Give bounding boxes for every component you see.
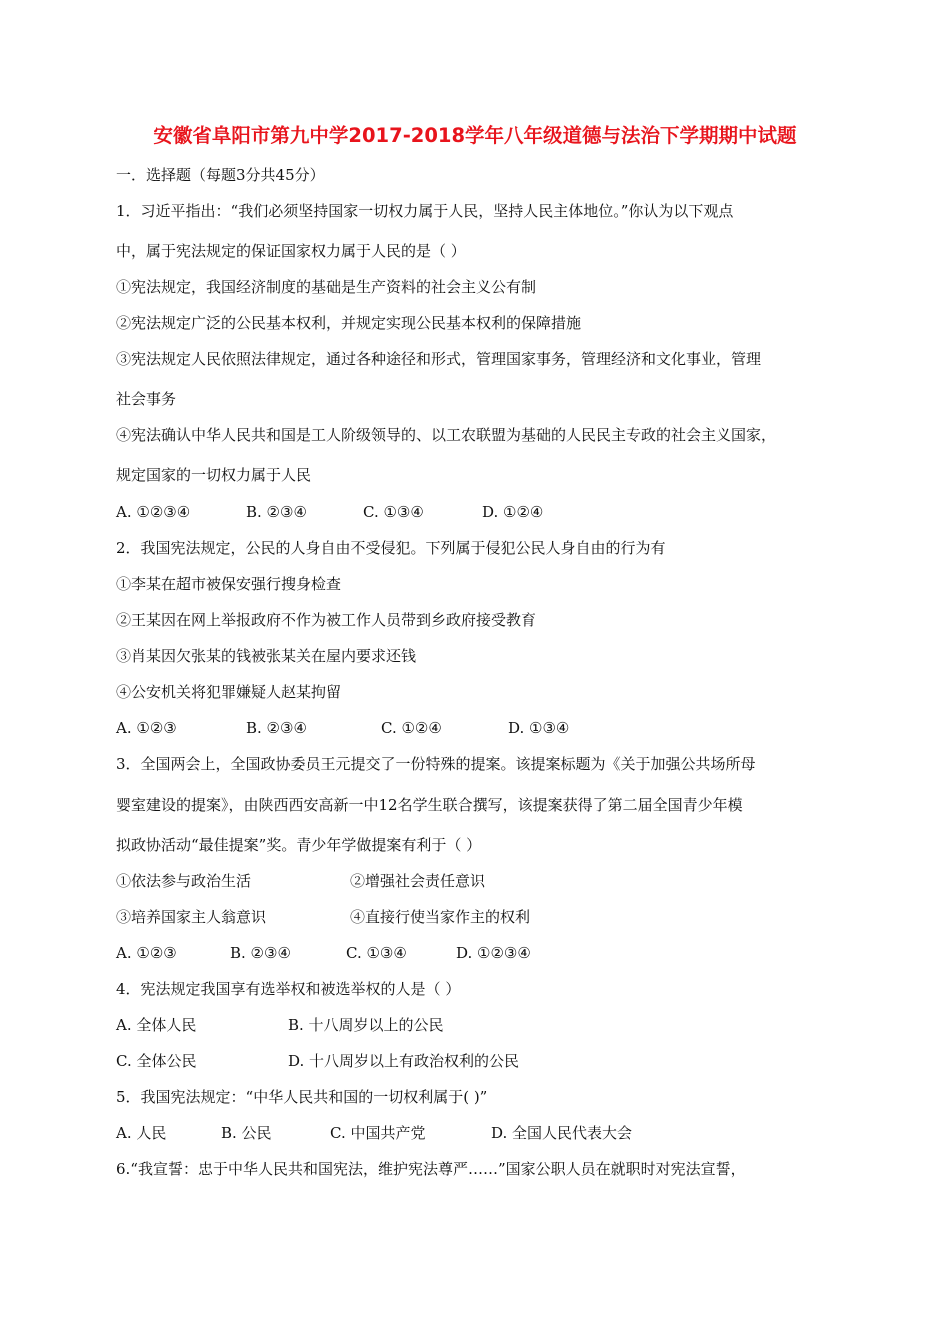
q3-option-d: D. ①②③④: [456, 944, 531, 962]
q3-item4: ④直接行使当家作主的权利: [350, 908, 531, 926]
q3-item2: ②增强社会责任意识: [350, 872, 486, 890]
q1-option-b: B. ②③④: [246, 503, 307, 521]
q2-option-c: C. ①②④: [381, 719, 442, 737]
q1-item1: ①宪法规定，我国经济制度的基础是生产资料的社会主义公有制: [116, 278, 537, 296]
section-heading: 一．选择题（每题3分共45分）: [116, 166, 325, 184]
q3-option-a: A. ①②③: [116, 944, 177, 962]
q2-option-d: D. ①③④: [508, 719, 570, 737]
q2-item3: ③肖某因欠张某的钱被张某关在屋内要求还钱: [116, 647, 417, 665]
q3-stem-line1: 3．全国两会上，全国政协委员王元提交了一份特殊的提案。该提案标题为《关于加强公共场所母: [116, 755, 756, 773]
q4-option-c: C. 全体公民: [116, 1052, 197, 1070]
q4-option-a: A. 全体人民: [116, 1016, 197, 1034]
q2-item4: ④公安机关将犯罪嫌疑人赵某拘留: [116, 683, 342, 701]
q1-item4-line1: ④宪法确认中华人民共和国是工人阶级领导的、以工农联盟为基础的人民民主专政的社会主义国家，: [116, 426, 777, 444]
q1-option-c: C. ①③④: [363, 503, 424, 521]
q1-option-d: D. ①②④: [482, 503, 544, 521]
q4-option-b: B. 十八周岁以上的公民: [288, 1016, 444, 1034]
q1-item3-line1: ③宪法规定人民依照法律规定，通过各种途径和形式，管理国家事务，管理经济和文化事业，管理: [116, 350, 762, 368]
q5-option-d: D. 全国人民代表大会: [491, 1124, 633, 1142]
q2-stem: 2．我国宪法规定，公民的人身自由不受侵犯。下列属于侵犯公民人身自由的行为有: [116, 539, 666, 557]
q1-stem-line2: 中，属于宪法规定的保证国家权力属于人民的是（ ）: [116, 242, 466, 260]
q3-option-b: B. ②③④: [230, 944, 291, 962]
q1-option-a: A. ①②③④: [116, 503, 191, 521]
q2-option-b: B. ②③④: [246, 719, 307, 737]
page-title: 安徽省阜阳市第九中学2017-2018学年八年级道德与法治下学期期中试题: [153, 124, 797, 147]
q3-item3: ③培养国家主人翁意识: [116, 908, 267, 926]
q2-item1: ①李某在超市被保安强行搜身检查: [116, 575, 342, 593]
q4-option-d: D. 十八周岁以上有政治权利的公民: [288, 1052, 520, 1070]
q5-option-a: A. 人民: [116, 1124, 167, 1142]
q1-item2: ②宪法规定广泛的公民基本权利，并规定实现公民基本权利的保障措施: [116, 314, 582, 332]
q4-stem: 4．宪法规定我国享有选举权和被选举权的人是（ ）: [116, 980, 461, 998]
q2-option-a: A. ①②③: [116, 719, 177, 737]
q1-stem-line1: 1．习近平指出：“我们必须坚持国家一切权力属于人民，坚持人民主体地位。”你认为以下观点: [116, 202, 734, 220]
q3-item1: ①依法参与政治生活: [116, 872, 252, 890]
q1-item3-line2: 社会事务: [116, 390, 177, 408]
q5-stem: 5．我国宪法规定：“中华人民共和国的一切权利属于( )”: [116, 1088, 488, 1106]
q5-option-c: C. 中国共产党: [330, 1124, 426, 1142]
q2-item2: ②王某因在网上举报政府不作为被工作人员带到乡政府接受教育: [116, 611, 537, 629]
q5-option-b: B. 公民: [221, 1124, 272, 1142]
q6-stem-line1: 6.“我宣誓：忠于中华人民共和国宪法，维护宪法尊严……”国家公职人员在就职时对宪法宣誓，: [116, 1160, 746, 1178]
q3-stem-line2: 婴室建设的提案》，由陕西西安高新一中12名学生联合撰写，该提案获得了第二届全国青少年模: [116, 796, 743, 814]
q3-stem-line3: 拟政协活动“最佳提案”奖。青少年学做提案有利于（ ）: [116, 836, 482, 854]
q1-item4-line2: 规定国家的一切权力属于人民: [116, 466, 312, 484]
q3-option-c: C. ①③④: [346, 944, 407, 962]
